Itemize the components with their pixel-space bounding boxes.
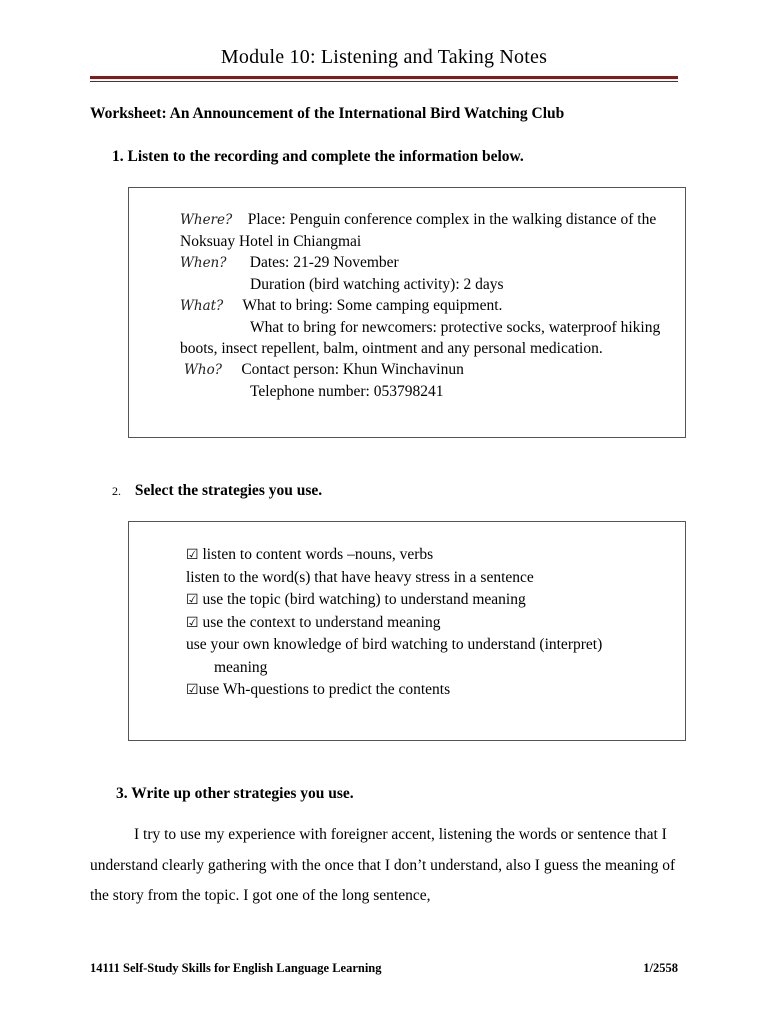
question-2-text: Select the strategies you use. [134, 482, 323, 499]
question-2 [112, 482, 322, 500]
strategies-list [186, 544, 676, 702]
where-row [180, 209, 675, 252]
strategy-item [186, 544, 676, 567]
where-label: Where? [180, 212, 233, 228]
place-text: Place: Penguin conference complex in the walking distance of the Noksuay Hotel in Chiangmai [180, 211, 657, 250]
title-rule-thin [90, 81, 678, 82]
strategy-text: listen to the word(s) that have heavy stress in a sentence [186, 568, 534, 586]
question-1 [112, 148, 524, 166]
checkbox-checked-icon[interactable]: ☑ [186, 547, 199, 563]
strategy-text: use the context to understand meaning [198, 613, 441, 631]
checkbox-checked-icon[interactable]: ☑ [186, 614, 199, 631]
checkbox-checked-icon[interactable]: ☑ [186, 592, 199, 608]
when-row [180, 252, 675, 274]
question-3 [116, 785, 354, 803]
strategy-item [186, 634, 676, 657]
answer-paragraph: I try to use my experience with foreigner accent, listening the words or sentence that I understand clearly gathering with the once that I don’t understand, also I guess the meaning of the story from the topic. I got one of the long sentence, [90, 826, 676, 904]
strategy-text: listen to content words –nouns, verbs [198, 546, 434, 563]
strategy-item [186, 589, 676, 612]
question-3-text: Write up other strategies you use. [131, 785, 354, 802]
dates-text: Dates: 21-29 November [249, 254, 399, 271]
phone-row [180, 381, 675, 402]
who-row [180, 359, 675, 381]
strategy-text: use your own knowledge of bird watching to understand (interpret) [186, 636, 603, 653]
info-content [180, 209, 675, 402]
what-label: What? [180, 298, 224, 314]
footer-course: 14111 Self-Study Skills for English Language Learning [90, 961, 382, 975]
question-3-number: 3. [116, 785, 128, 802]
worksheet-heading: Worksheet: An Announcement of the International Bird Watching Club [90, 105, 565, 122]
footer-term: 1/2558 [643, 961, 678, 975]
when-label: When? [180, 255, 227, 271]
duration-text: Duration (bird watching activity): 2 days [250, 276, 504, 293]
strategy-text: use Wh-questions to predict the contents [198, 681, 451, 698]
bring-text: What to bring: Some camping equipment. [242, 297, 503, 314]
contact-text: Contact person: Khun Winchavinun [241, 361, 464, 378]
phone-text: Telephone number: 053798241 [250, 383, 444, 400]
strategy-item [186, 612, 676, 635]
strategy-item [186, 679, 676, 702]
question-1-number: 1. [112, 148, 124, 165]
bring-new-text: What to bring for newcomers: protective socks, waterproof hiking boots, insect repellent, balm, ointment and any personal medication. [180, 319, 661, 357]
who-label: Who? [184, 362, 222, 378]
page-title: Module 10: Listening and Taking Notes [220, 46, 548, 68]
what-row [180, 295, 675, 317]
title-rule-thick [90, 76, 678, 79]
bring-new-row [180, 317, 675, 359]
duration-row [180, 274, 675, 295]
strategy-text: meaning [214, 658, 268, 676]
question-1-text: Listen to the recording and complete the information below. [127, 148, 524, 165]
strategy-item [186, 567, 676, 590]
checkbox-checked-icon[interactable]: ☑ [186, 682, 199, 698]
question-2-number: 2. [112, 484, 121, 498]
strategy-text: use the topic (bird watching) to understand meaning [198, 591, 526, 608]
strategy-item-continued [186, 657, 676, 680]
